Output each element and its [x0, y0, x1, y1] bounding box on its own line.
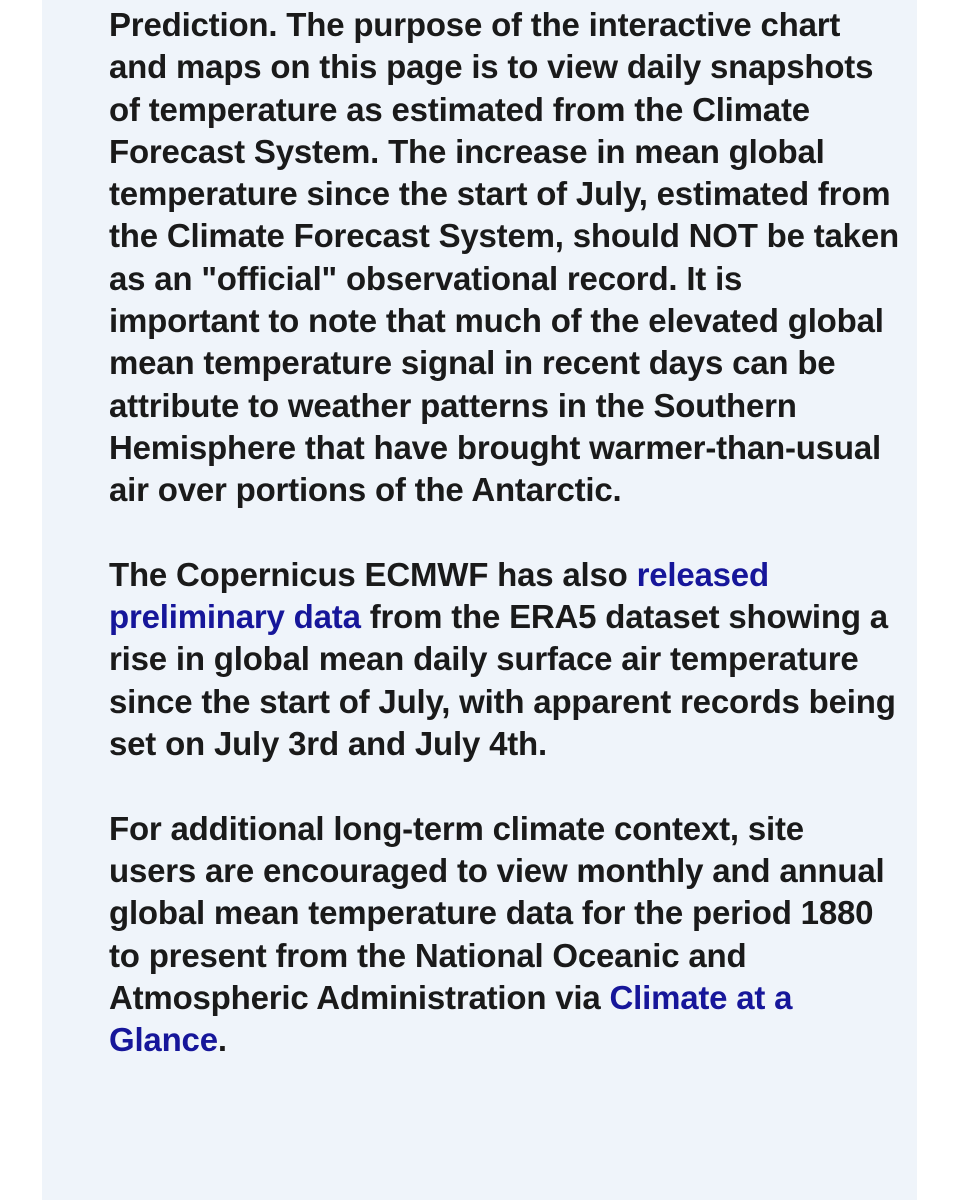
paragraph-copernicus-text-start: The Copernicus ECMWF has also	[109, 555, 637, 593]
paragraph-copernicus	[109, 554, 899, 765]
paragraph-long-term-context	[109, 808, 899, 1062]
paragraph-copernicus-text-end: from the ERA5 dataset showing a rise in global mean daily surface air temperature since the start of July, with apparent records being set on July 3rd and July 4th.	[109, 598, 896, 763]
paragraph-long-term-text-end: .	[217, 1021, 227, 1059]
article-body	[109, 4, 899, 1061]
released-preliminary-data-link[interactable]: released preliminary data	[109, 555, 769, 636]
climate-at-a-glance-link[interactable]: Climate at a Glance	[109, 978, 793, 1059]
paragraph-cfs-disclaimer: Prediction. The purpose of the interactive chart and maps on this page is to view daily snapshots of temperature as estimated from the Climate Forecast System. The increase in mean global temperature since the start of July, estimated from the Climate Forecast System, should NOT be taken as an "official" observational record. It is important to note that much of the elevated global mean temperature signal in recent days can be attribute to weather patterns in the Southern Hemisphere that have brought warmer-than-usual air over portions of the Antarctic.	[109, 6, 899, 509]
paragraph-long-term-text-start: For additional long-term climate context, site users are encouraged to view monthly and annual global mean temperature data for the period 1880 to present from the National Oceanic and Atmospheric Administration via	[109, 809, 885, 1016]
